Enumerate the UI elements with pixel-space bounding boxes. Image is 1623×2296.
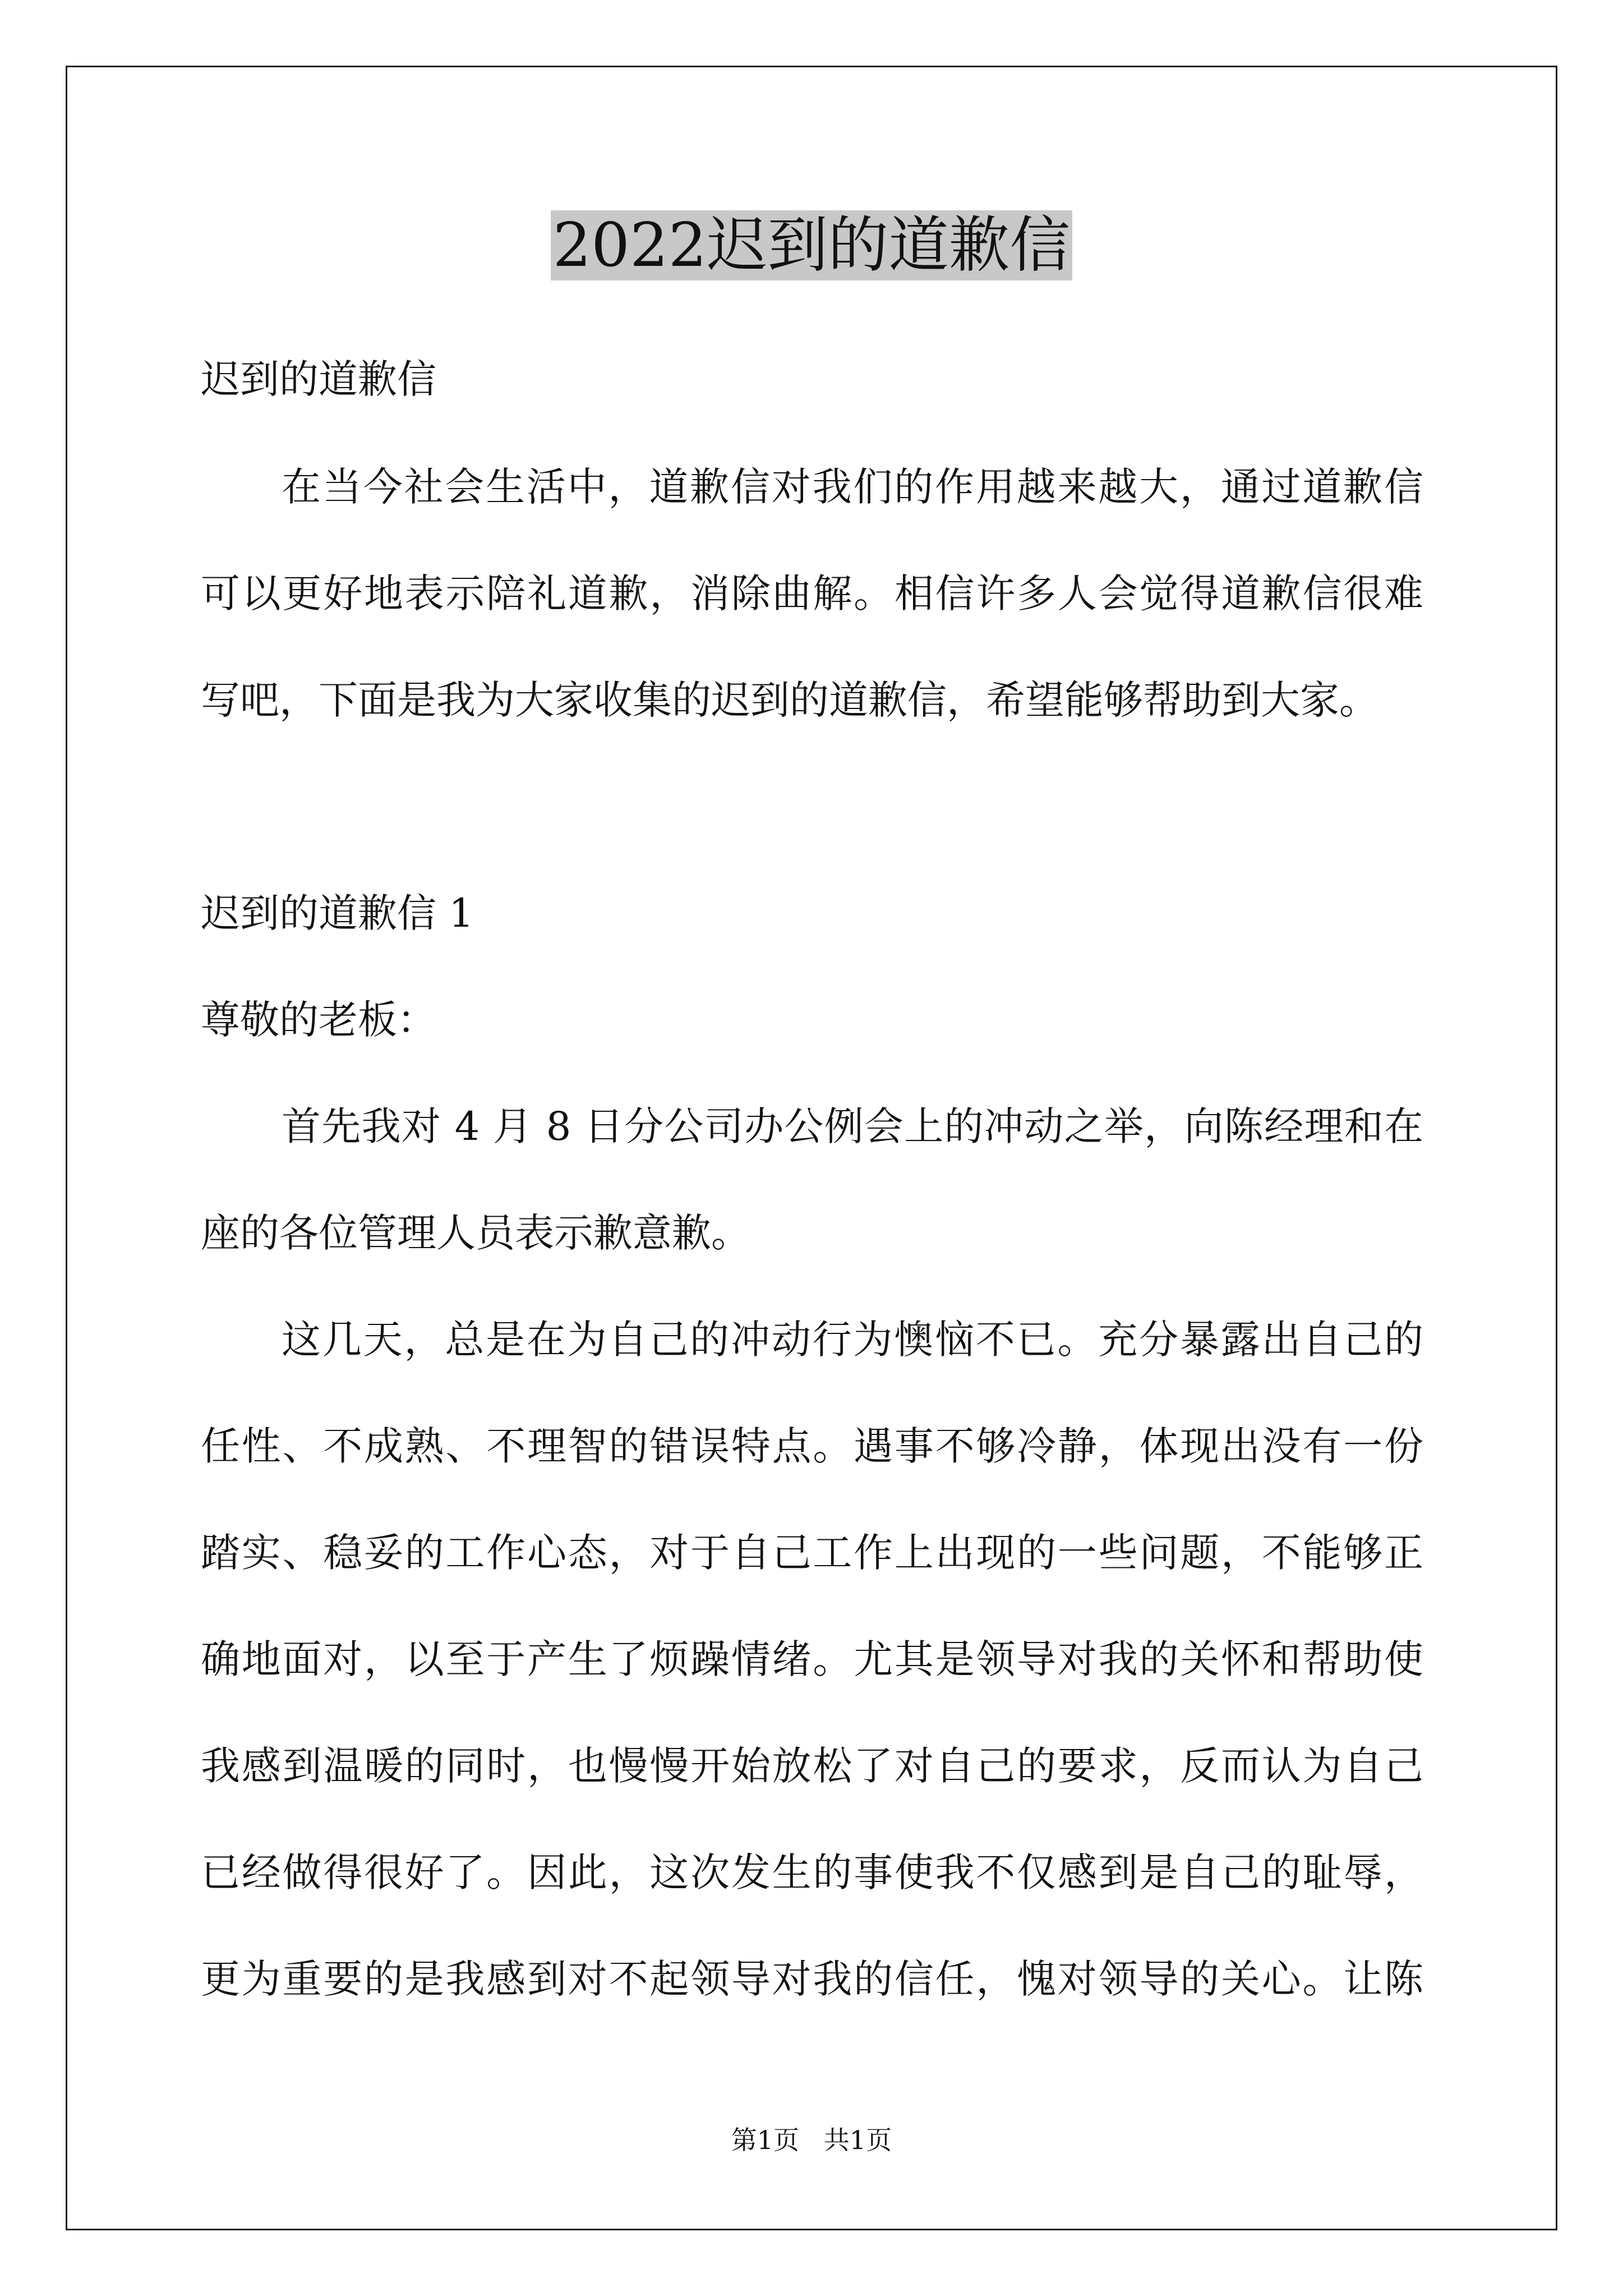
paragraph1-line-1: 首先我对 4 月 8 日分公司办公例会上的冲动之举，向陈经理和在 — [282, 1103, 1423, 1149]
paragraph2-line-4: 确地面对，以至于产生了烦躁情绪。尤其是领导对我的关怀和帮助使 — [201, 1636, 1423, 1682]
paragraph2-line-6: 已经做得很好了。因此，这次发生的事使我不仅感到是自己的耻辱， — [201, 1849, 1423, 1895]
section-heading: 迟到的道歉信 1 — [201, 890, 474, 936]
paragraph2-line-7: 更为重要的是我感到对不起领导对我的信任，愧对领导的关心。让陈 — [201, 1956, 1423, 2002]
paragraph2-line-5: 我感到温暖的同时，也慢慢开始放松了对自己的要求，反而认为自己 — [201, 1743, 1423, 1789]
intro-line-2: 可以更好地表示陪礼道歉，消除曲解。相信许多人会觉得道歉信很难 — [201, 570, 1423, 616]
page-footer: 第1页 共1页 — [731, 2125, 892, 2155]
document-title — [0, 204, 1623, 288]
intro-line-1: 在当今社会生活中，道歉信对我们的作用越来越大，通过道歉信 — [282, 464, 1423, 510]
paragraph2-line-1: 这几天，总是在为自己的冲动行为懊恼不已。充分暴露出自己的 — [282, 1317, 1423, 1363]
paragraph2-line-2: 任性、不成熟、不理智的错误特点。遇事不够冷静，体现出没有一份 — [201, 1423, 1423, 1469]
document-title-text: 2022迟到的道歉信 — [551, 210, 1073, 280]
paragraph1-line-2: 座的各位管理人员表示歉意歉。 — [201, 1210, 750, 1256]
document-subtitle: 迟到的道歉信 — [201, 356, 436, 402]
intro-line-3: 写吧，下面是我为大家收集的迟到的道歉信，希望能够帮助到大家。 — [201, 677, 1378, 723]
paragraph2-line-3: 踏实、稳妥的工作心态，对于自己工作上出现的一些问题，不能够正 — [201, 1530, 1423, 1576]
salutation: 尊敬的老板： — [201, 997, 436, 1043]
